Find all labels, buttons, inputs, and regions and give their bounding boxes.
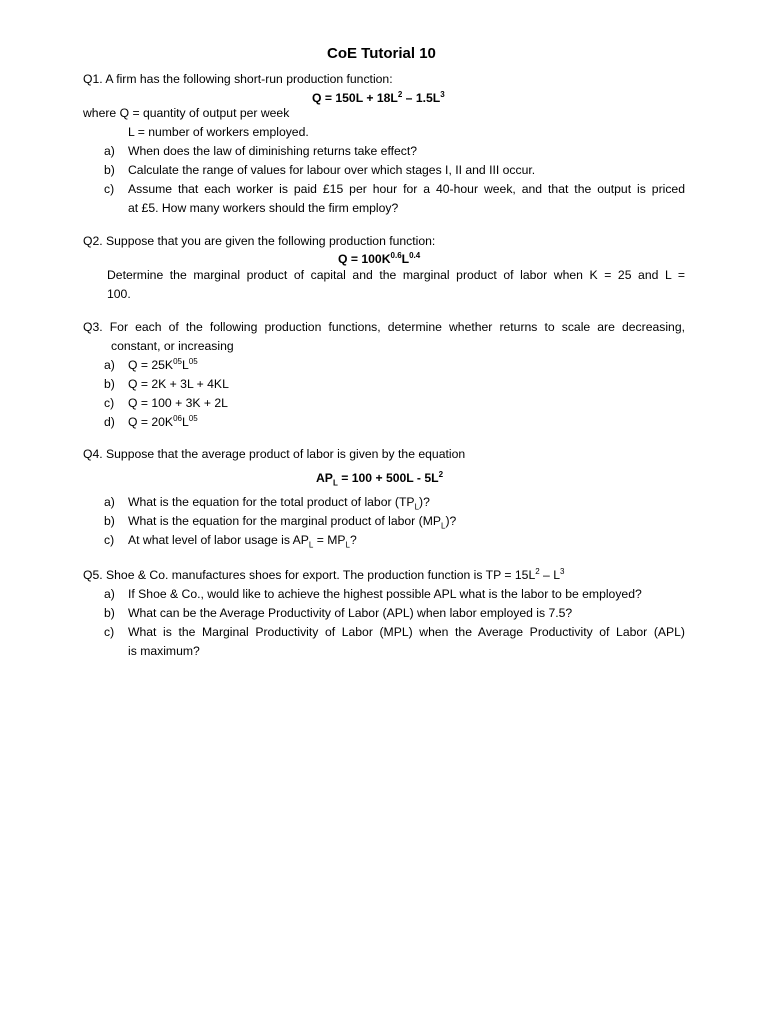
item-text-continued: is maximum? xyxy=(128,644,200,658)
item-label: a) xyxy=(104,587,115,601)
item-label: c) xyxy=(104,533,115,547)
item-label: a) xyxy=(104,495,115,509)
q2-intro: Q2. Suppose that you are given the following production function: xyxy=(83,234,436,248)
q3-intro: Q3. For each of the following production functions, determine whether returns to scale are decreasing, xyxy=(83,320,685,334)
item-text: If Shoe & Co., would like to achieve the highest possible APL what is the labor to be employed? xyxy=(128,587,642,601)
q1-equation: $Q = 150L + 18L^2 - 1.5L^3$ xyxy=(312,89,445,105)
item-text: $Q = 20K^{06}L^{05}$ xyxy=(128,413,198,429)
item-text: What is the Marginal Productivity of Labor (MPL) when the Average Productivity of Labor (APL) xyxy=(128,625,685,639)
q4-intro: Q4. Suppose that the average product of labor is given by the equation xyxy=(83,447,466,461)
item-text-continued: at £5. How many workers should the firm employ? xyxy=(128,201,399,215)
item-text: Q = 100 + 3K + 2L xyxy=(128,396,228,410)
item-text: When does the law of diminishing returns take effect? xyxy=(128,144,418,158)
item-text: What can be the Average Productivity of Labor (APL) when labor employed is 7.5? xyxy=(128,606,573,620)
item-text: $Q = 25K^{05}L^{05}$ xyxy=(128,356,198,372)
q5-intro: Q5. Shoe & Co. manufactures shoes for export. The production function is TP = $15L^2 - L^3$ xyxy=(83,566,565,582)
item-text: Assume that each worker is paid £15 per hour for a 40-hour week, and that the output is priced xyxy=(128,182,685,196)
q2-body: Determine the marginal product of capital and the marginal product of labor when K = 25 and L = xyxy=(107,268,685,282)
item-label: c) xyxy=(104,625,115,639)
item-text: Calculate the range of values for labour over which stages I, II and III occur. xyxy=(128,163,536,177)
q3-intro-continued: constant, or increasing xyxy=(111,339,234,353)
q2-body-continued: 100. xyxy=(107,287,131,301)
item-text: What is the equation for the marginal product of labor $(MP_L)$? xyxy=(128,514,457,531)
item-text: What is the equation for the total product of labor $(TP_L)$? xyxy=(128,495,430,512)
item-text: Q = 2K + 3L + 4KL xyxy=(128,377,229,391)
item-label: a) xyxy=(104,358,115,372)
q4-equation: $AP_L = 100 + 500L - 5L^2$ xyxy=(316,469,444,488)
item-label: b) xyxy=(104,606,115,620)
item-label: b) xyxy=(104,163,115,177)
item-label: c) xyxy=(104,182,115,196)
item-text: At what level of labor usage is $AP_L = MP_L$? xyxy=(128,533,357,550)
q1-intro: Q1. A firm has the following short-run production function: xyxy=(83,72,393,86)
q2-equation: $Q = 100K^{0.6}L^{0.4}$ xyxy=(338,250,421,266)
item-label: b) xyxy=(104,377,115,391)
page-title: CoE Tutorial 10 xyxy=(327,45,436,62)
item-label: a) xyxy=(104,144,115,158)
q1-where-q: where Q = quantity of output per week xyxy=(83,106,290,120)
q1-where-l: L = number of workers employed. xyxy=(128,125,309,139)
item-label: c) xyxy=(104,396,115,410)
item-label: d) xyxy=(104,415,115,429)
item-label: b) xyxy=(104,514,115,528)
